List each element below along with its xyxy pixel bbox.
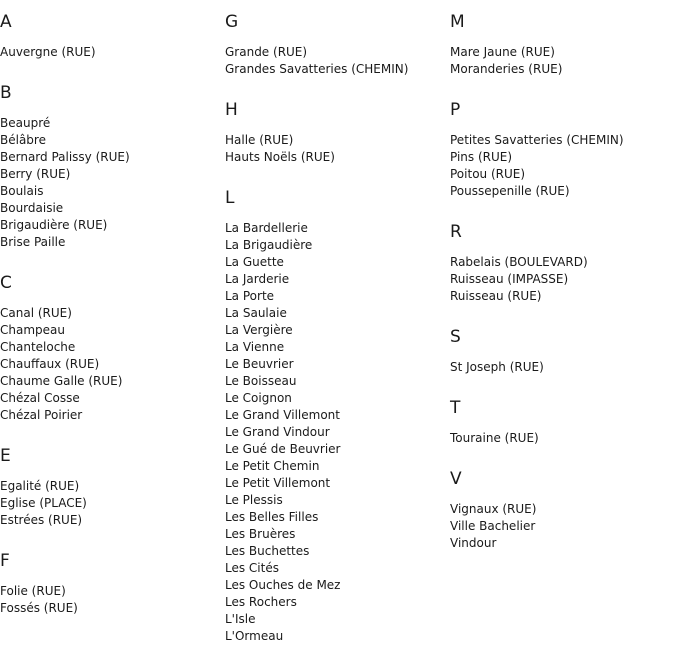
street-link[interactable]: Le Grand Villemont	[225, 408, 340, 422]
street-link[interactable]: Le Beuvrier	[225, 357, 294, 371]
letter-heading: G	[225, 12, 239, 32]
street-link[interactable]: Folie (RUE)	[0, 584, 66, 598]
street-link[interactable]: Beaupré	[0, 116, 51, 130]
street-list	[450, 501, 670, 552]
street-list	[225, 220, 445, 645]
street-link[interactable]: Touraine (RUE)	[450, 431, 539, 445]
street-link[interactable]: Le Coignon	[225, 391, 292, 405]
street-link[interactable]: L'Ormeau	[225, 629, 284, 643]
street-link[interactable]: Moranderies (RUE)	[450, 62, 563, 76]
street-link[interactable]: Chézal Poirier	[0, 408, 83, 422]
street-list	[0, 44, 220, 61]
street-list	[450, 132, 670, 200]
letter-group	[0, 81, 220, 251]
letter-group	[450, 10, 670, 78]
letter-heading: B	[0, 83, 12, 103]
street-link[interactable]: L'Isle	[225, 612, 256, 626]
street-link[interactable]: Vignaux (RUE)	[450, 502, 537, 516]
letter-heading: T	[450, 398, 461, 418]
street-link[interactable]: Bernard Palissy (RUE)	[0, 150, 130, 164]
letter-group	[0, 549, 220, 617]
letter-heading: L	[225, 188, 235, 208]
street-link[interactable]: Chaume Galle (RUE)	[0, 374, 123, 388]
street-link[interactable]: Brigaudière (RUE)	[0, 218, 108, 232]
street-link[interactable]: Le Boisseau	[225, 374, 297, 388]
street-list	[225, 132, 445, 166]
street-link[interactable]: Petites Savatteries (CHEMIN)	[450, 133, 624, 147]
street-link[interactable]: Berry (RUE)	[0, 167, 71, 181]
letter-heading: H	[225, 100, 238, 120]
letter-heading: S	[450, 327, 461, 347]
street-link[interactable]: Boulais	[0, 184, 44, 198]
letter-heading: V	[450, 469, 462, 489]
letter-heading: E	[0, 446, 11, 466]
street-link[interactable]: Poitou (RUE)	[450, 167, 526, 181]
letter-group	[450, 220, 670, 305]
letter-group	[0, 271, 220, 424]
letter-group	[450, 467, 670, 552]
letter-heading: M	[450, 12, 465, 32]
street-link[interactable]: Les Rochers	[225, 595, 297, 609]
street-list	[450, 254, 670, 305]
letter-group	[450, 98, 670, 200]
street-link[interactable]: La Jarderie	[225, 272, 290, 286]
street-link[interactable]: Mare Jaune (RUE)	[450, 45, 555, 59]
street-index-column-1	[0, 10, 220, 637]
letter-group	[0, 444, 220, 529]
street-index-column-3	[450, 10, 670, 572]
street-link[interactable]: Le Grand Vindour	[225, 425, 330, 439]
street-index-column-2	[225, 10, 445, 665]
street-list	[450, 430, 670, 447]
street-link[interactable]: Les Buchettes	[225, 544, 310, 558]
street-link[interactable]: Le Petit Villemont	[225, 476, 331, 490]
street-link[interactable]: La Porte	[225, 289, 275, 303]
street-link[interactable]: Ruisseau (IMPASSE)	[450, 272, 569, 286]
street-link[interactable]: Fossés (RUE)	[0, 601, 78, 615]
street-list	[0, 115, 220, 251]
street-list	[450, 44, 670, 78]
street-link[interactable]: Rabelais (BOULEVARD)	[450, 255, 588, 269]
street-link[interactable]: Les Belles Filles	[225, 510, 319, 524]
street-link[interactable]: Chézal Cosse	[0, 391, 80, 405]
letter-heading: F	[0, 551, 10, 571]
street-link[interactable]: La Vergière	[225, 323, 293, 337]
street-list	[0, 478, 220, 529]
street-link[interactable]: La Saulaie	[225, 306, 287, 320]
street-link[interactable]: Egalité (RUE)	[0, 479, 80, 493]
street-link[interactable]: St Joseph (RUE)	[450, 360, 544, 374]
street-link[interactable]: Le Plessis	[225, 493, 283, 507]
letter-group	[450, 325, 670, 376]
street-list	[225, 44, 445, 78]
street-link[interactable]: La Vienne	[225, 340, 285, 354]
street-list	[0, 583, 220, 617]
street-link[interactable]: Grandes Savatteries (CHEMIN)	[225, 62, 409, 76]
letter-group	[225, 10, 445, 78]
letter-group	[225, 186, 445, 645]
street-link[interactable]: Chauffaux (RUE)	[0, 357, 100, 371]
street-link[interactable]: Bourdaisie	[0, 201, 64, 215]
street-link[interactable]: Ruisseau (RUE)	[450, 289, 542, 303]
letter-heading: P	[450, 100, 461, 120]
street-link[interactable]: Vindour	[450, 536, 497, 550]
street-link[interactable]: Les Cités	[225, 561, 279, 575]
street-link[interactable]: Champeau	[0, 323, 65, 337]
street-link[interactable]: Brise Paille	[0, 235, 66, 249]
street-link[interactable]: Halle (RUE)	[225, 133, 294, 147]
street-link[interactable]: Grande (RUE)	[225, 45, 308, 59]
street-link[interactable]: La Brigaudière	[225, 238, 313, 252]
street-link[interactable]: La Guette	[225, 255, 284, 269]
letter-heading: R	[450, 222, 462, 242]
street-link[interactable]: Canal (RUE)	[0, 306, 72, 320]
street-link[interactable]: Poussepenille (RUE)	[450, 184, 570, 198]
street-list	[450, 359, 670, 376]
street-link[interactable]: Les Ouches de Mez	[225, 578, 341, 592]
street-link[interactable]: Chanteloche	[0, 340, 76, 354]
street-link[interactable]: La Bardellerie	[225, 221, 308, 235]
street-link[interactable]: Le Petit Chemin	[225, 459, 320, 473]
street-link[interactable]: Bélâbre	[0, 133, 46, 147]
street-link[interactable]: Auvergne (RUE)	[0, 45, 96, 59]
street-link[interactable]: Ville Bachelier	[450, 519, 536, 533]
letter-group	[0, 10, 220, 61]
letter-group	[450, 396, 670, 447]
letter-group	[225, 98, 445, 166]
street-link[interactable]: Eglise (PLACE)	[0, 496, 87, 510]
letter-heading: C	[0, 273, 12, 293]
street-link[interactable]: Le Gué de Beuvrier	[225, 442, 341, 456]
street-link[interactable]: Pins (RUE)	[450, 150, 513, 164]
street-link[interactable]: Les Bruères	[225, 527, 296, 541]
letter-heading: A	[0, 12, 12, 32]
street-link[interactable]: Estrées (RUE)	[0, 513, 83, 527]
street-list	[0, 305, 220, 424]
street-link[interactable]: Hauts Noëls (RUE)	[225, 150, 335, 164]
